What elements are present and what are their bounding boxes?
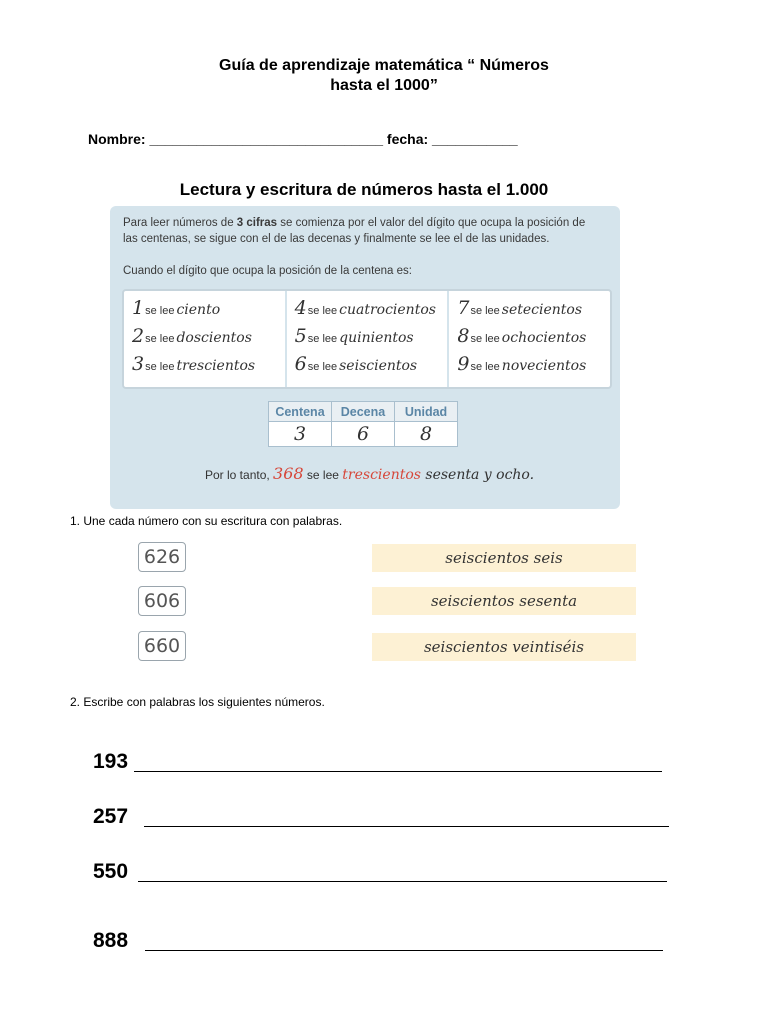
se-lee-label: se lee — [307, 305, 338, 317]
intro-line-2: las centenas, se sigue con el de las decenas y finalmente se lee el de las unidades. — [123, 233, 550, 245]
word-option[interactable]: seiscientos sesenta — [372, 587, 636, 615]
digit-word: quinientos — [339, 330, 414, 346]
se-lee-label: se lee — [470, 305, 500, 317]
value-centena: 3 — [269, 422, 332, 447]
answer-line[interactable] — [138, 881, 667, 882]
place-value-table — [268, 401, 458, 447]
digit-row — [132, 297, 285, 325]
intro-part-b: se comienza por el valor del dígito que ocupa la posición de — [277, 217, 586, 229]
digit: 6 — [294, 353, 307, 375]
se-lee-label: se lee — [145, 305, 175, 317]
digit-word: cuatrocientos — [339, 302, 436, 318]
conclusion-middle: se lee — [303, 468, 343, 482]
number-box[interactable]: 660 — [138, 631, 186, 661]
se-lee-label: se lee — [307, 333, 338, 345]
digit-row — [295, 297, 448, 325]
exercise-number: 257 — [93, 805, 129, 828]
digit-column-3 — [449, 291, 610, 387]
header-unidad: Unidad — [395, 402, 458, 422]
name-date-line: Nombre: ______________________________ fecha: ___________ — [88, 131, 518, 147]
digit: 3 — [132, 353, 145, 375]
digit: 7 — [457, 297, 470, 319]
digit-row — [295, 353, 448, 381]
info-box — [110, 206, 620, 509]
exercise-number: 193 — [93, 750, 129, 773]
word-option[interactable]: seiscientos seis — [372, 544, 636, 572]
intro-text — [123, 215, 585, 247]
digit: 2 — [132, 325, 145, 347]
se-lee-label: se lee — [145, 361, 175, 373]
number-box[interactable]: 626 — [138, 542, 186, 572]
se-lee-label: se lee — [145, 333, 175, 345]
digit-row — [457, 353, 610, 381]
intro-part-a: Para leer números de — [123, 217, 237, 229]
digit-column-2 — [287, 291, 450, 387]
digit-row — [132, 353, 285, 381]
digit: 8 — [457, 325, 470, 347]
value-unidad: 8 — [395, 422, 458, 447]
digit: 1 — [132, 297, 145, 319]
digit-word: setecientos — [501, 302, 583, 318]
number-box[interactable]: 606 — [138, 586, 186, 616]
word-option[interactable]: seiscientos veintiséis — [372, 633, 636, 661]
digit: 4 — [294, 297, 307, 319]
title-line-2: hasta el 1000” — [330, 77, 438, 94]
digit-row — [295, 325, 448, 353]
exercise-2-prompt: 2. Escribe con palabras los siguientes números. — [70, 695, 325, 709]
digit-word: novecientos — [501, 358, 587, 374]
answer-line[interactable] — [144, 826, 669, 827]
conclusion-number: 368 — [273, 464, 304, 483]
digit-word: ciento — [176, 302, 221, 318]
digit-row — [132, 325, 285, 353]
digit-row — [457, 297, 610, 325]
se-lee-label: se lee — [307, 361, 338, 373]
title-line-1: Guía de aprendizaje matemática “ Números — [219, 57, 549, 74]
header-decena: Decena — [332, 402, 395, 422]
worksheet-title — [0, 56, 768, 96]
digit-word: ochocientos — [501, 330, 587, 346]
exercise-number: 550 — [93, 860, 129, 883]
digit-word: doscientos — [176, 330, 252, 346]
conclusion-rest: sesenta y ocho. — [420, 467, 535, 483]
conclusion-prefix: Por lo tanto, — [205, 468, 274, 482]
digit-word: trescientos — [176, 358, 256, 374]
digit: 9 — [457, 353, 470, 375]
answer-line[interactable] — [134, 771, 662, 772]
value-decena: 6 — [332, 422, 395, 447]
section-title: Lectura y escritura de números hasta el 1.000 — [179, 180, 549, 199]
digit-row — [457, 325, 610, 353]
digit-words-panel — [122, 289, 612, 389]
intro-bold: 3 cifras — [236, 217, 278, 229]
answer-line[interactable] — [145, 950, 663, 951]
digit-word: seiscientos — [339, 358, 418, 374]
se-lee-label: se lee — [470, 361, 500, 373]
exercise-1-prompt: 1. Une cada número con su escritura con palabras. — [70, 514, 343, 528]
digit: 5 — [294, 325, 307, 347]
exercise-number: 888 — [93, 929, 129, 952]
se-lee-label: se lee — [470, 333, 500, 345]
place-value-row — [269, 422, 458, 447]
rule-text: Cuando el dígito que ocupa la posición de la centena es: — [123, 265, 412, 277]
digit-column-1 — [124, 291, 287, 387]
place-value-header-row — [269, 402, 458, 422]
header-centena: Centena — [269, 402, 332, 422]
conclusion-red-word: trescientos — [342, 467, 421, 483]
conclusion-text — [205, 464, 534, 483]
